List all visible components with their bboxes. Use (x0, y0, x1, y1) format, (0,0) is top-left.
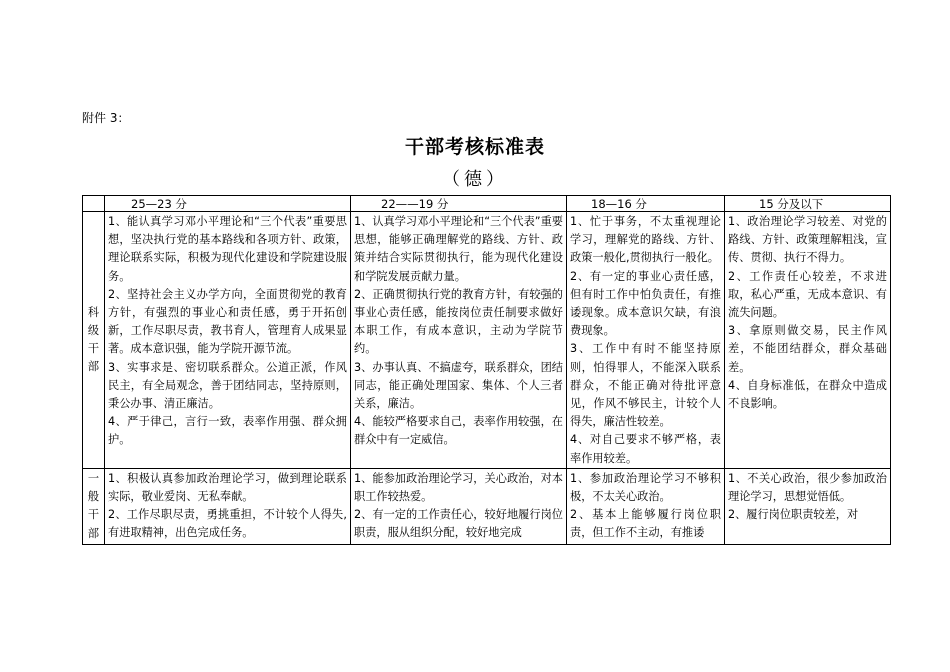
criteria-cell: 1、能认真学习邓小平理论和“三个代表”重要思想，坚决执行党的基本路线和各项方针、政策，理论联系实际，积极为现代化建设和学院建设服务。 2、坚持社会主义办学方向，全面贯彻党的教育方针，有强烈的事业心和责任感，勇于开拓创新，工作尽职尽责，教书育人，管理育人成果显著。成本意识强，能为学院开源节流。 3、实事求是、密切联系群众。公道正派，作风民主，有全局观念，善于团结同志，坚持原则，秉公办事、清正廉洁。 4、严于律己，言行一致，表率作用强、群众拥护。 (105, 212, 351, 469)
criteria-cell: 1、参加政治理论学习不够积极，不太关心政治。 2、基本上能够履行岗位职责，但工作不主动，有推诿 (567, 468, 725, 544)
header-grade-b: 22——19 分 (351, 196, 567, 212)
table-row-section-level (83, 212, 891, 469)
row-label-general-cadre: 一 般 干 部 (83, 468, 105, 544)
header-corner (83, 196, 105, 212)
criteria-cell: 1、政治理论学习较差、对党的路线、方针、政策理解粗浅，宣传、贯彻、执行不得力。 2、工作责任心较差，不求进取，私心严重，无成本意识、有流失问题。 3、拿原则做交易，民主作风差，不能团结群众，群众基础差。 4、自身标准低，在群众中造成不良影响。 (725, 212, 891, 469)
row-label-section-cadre: 科 级 干 部 (83, 212, 105, 469)
criteria-cell: 1、忙于事务，不太重视理论学习，理解党的路线、方针、政策一般化,贯彻执行一般化。 2、有一定的事业心责任感，但有时工作中怕负责任，有推诿现象。成本意识欠缺，有浪费现象。 3、工作中有时不能坚持原则，怕得罪人，不能深入联系群众，不能正确对待批评意见，作风不够民主，计较个人得失，廉洁性较差。 4、对自己要求不够严格，表率作用较差。 (567, 212, 725, 469)
header-grade-d: 15 分及以下 (725, 196, 891, 212)
criteria-cell: 1、认真学习邓小平理论和“三个代表”重要思想，能够正确理解党的路线、方针、政策并结合实际贯彻执行，能为现代化建设和学院发展贡献力量。 2、正确贯彻执行党的教育方针，有较强的事业心责任感，能按岗位责任制要求做好本职工作，有成本意识，主动为学院节约。 3、办事认真、不搞虚夸，联系群众，团结同志，能正确处理国家、集体、个人三者关系，廉洁。 4、能较严格要求自己，表率作用较强，在群众中有一定威信。 (351, 212, 567, 469)
page-subtitle: （德） (442, 169, 508, 190)
header-row (83, 196, 891, 212)
table-row-general-staff (83, 468, 891, 544)
criteria-cell: 1、积极认真参加政治理论学习，做到理论联系实际，敬业爱岗、无私奉献。 2、工作尽职尽责，勇挑重担，不计较个人得失,有进取精神，出色完成任务。 (105, 468, 351, 544)
header-grade-c: 18—16 分 (567, 196, 725, 212)
criteria-cell: 1、能参加政治理论学习，关心政治，对本职工作较热爱。 2、有一定的工作责任心，较好地履行岗位职责，服从组织分配，较好地完成 (351, 468, 567, 544)
assessment-table (82, 195, 891, 545)
criteria-cell: 1、不关心政治，很少参加政治理论学习，思想觉悟低。 2、履行岗位职责较差，对 (725, 468, 891, 544)
attachment-label: 附件 3： (82, 111, 130, 125)
header-grade-a: 25—23 分 (105, 196, 351, 212)
page-title: 干部考核标准表 (404, 136, 545, 158)
